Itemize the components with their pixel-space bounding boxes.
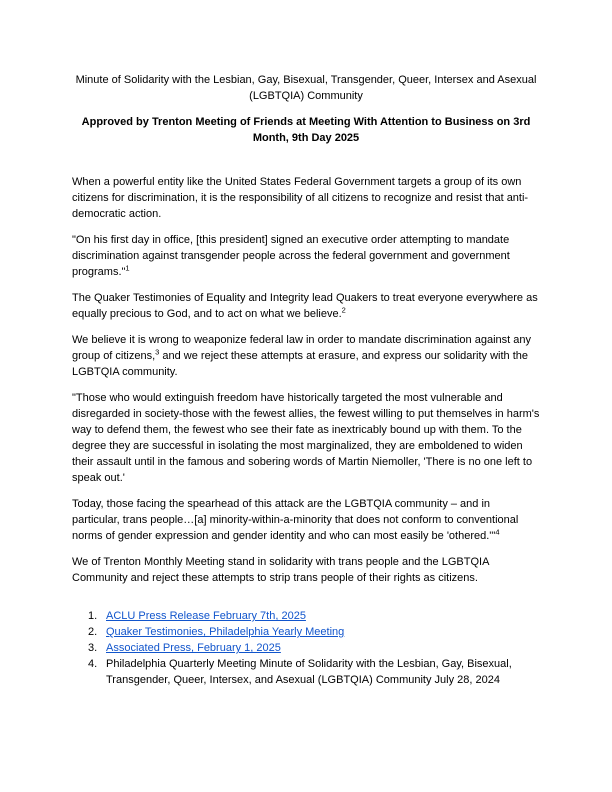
footnote-number: 1. xyxy=(88,610,98,622)
footnote-text: Philadelphia Quarterly Meeting Minute of Solidarity with the Lesbian, Gay, Bisexual, Transgender, Queer, Intersex, and Asexual (LGBTQIA) Community July 28, 2024 xyxy=(106,658,512,686)
footnote-item xyxy=(72,656,540,688)
paragraph: When a powerful entity like the United States Federal Government targets a group of its own citizens for discrimination, it is the responsibility of all citizens to recognize and resist that anti-democratic action. xyxy=(72,176,529,220)
document-body xyxy=(72,174,540,586)
footnote-link[interactable]: ACLU Press Release February 7th, 2025 xyxy=(106,610,306,622)
approval-heading: Approved by Trenton Meeting of Friends at Meeting With Attention to Business on 3rd Month, 9th Day 2025 xyxy=(81,116,531,144)
paragraph: Today, those facing the spearhead of this attack are the LGBTQIA community – and in particular, trans people…[a] minority-within-a-minority that does not conform to conventional norms of gender expression and gender identity and who can most easily be 'othered.'"$^4$ xyxy=(72,498,519,542)
footnote-number: 2. xyxy=(88,626,98,638)
footnote-ref: 2 xyxy=(341,305,346,315)
footnote-list xyxy=(72,608,540,688)
footnote-ref: 3 xyxy=(155,347,160,357)
footnote-item xyxy=(72,608,540,624)
paragraph: We of Trenton Monthly Meeting stand in solidarity with trans people and the LGBTQIA Community and reject these attempts to strip trans people of their rights as citizens. xyxy=(72,556,489,584)
document-title: Minute of Solidarity with the Lesbian, Gay, Bisexual, Transgender, Queer, Intersex and Asexual (LGBTQIA) Community xyxy=(75,74,537,102)
paragraph: "Those who would extinguish freedom have historically targeted the most vulnerable and disregarded in society-those with the fewest allies, the fewest willing to put themselves in harm's way to defend them, the fewest who see their fate as inextricably bound up with them. To the degree they are successful in isolating the most marginalized, they are emboldened to widen their assault until in the famous and sobering words of Martin Niemoller, 'There is no one left to speak out.' xyxy=(72,392,540,484)
paragraph: We believe it is wrong to weaponize federal law in order to mandate discrimination against any group of citizens,$^3$ and we reject these attempts at erasure, and express our solidarity with the LGBTQIA community. xyxy=(72,334,531,378)
footnote-ref: 1 xyxy=(125,263,130,273)
footnote-link[interactable]: Quaker Testimonies, Philadelphia Yearly Meeting xyxy=(106,626,345,638)
footnote-number: 3. xyxy=(88,642,98,654)
footnote-ref: 4 xyxy=(495,527,500,537)
footnote-item xyxy=(72,640,540,656)
paragraph: The Quaker Testimonies of Equality and Integrity lead Quakers to treat everyone everywhere as equally precious to God, and to act on what we believe.$^2$ xyxy=(72,292,538,320)
paragraph: "On his first day in office, [this president] signed an executive order attempting to mandate discrimination against transgender people across the federal government and government programs."$^1$ xyxy=(72,234,510,278)
footnote-number: 4. xyxy=(88,658,98,670)
footnote-link[interactable]: Associated Press, February 1, 2025 xyxy=(106,642,281,654)
footnote-item xyxy=(72,624,540,640)
